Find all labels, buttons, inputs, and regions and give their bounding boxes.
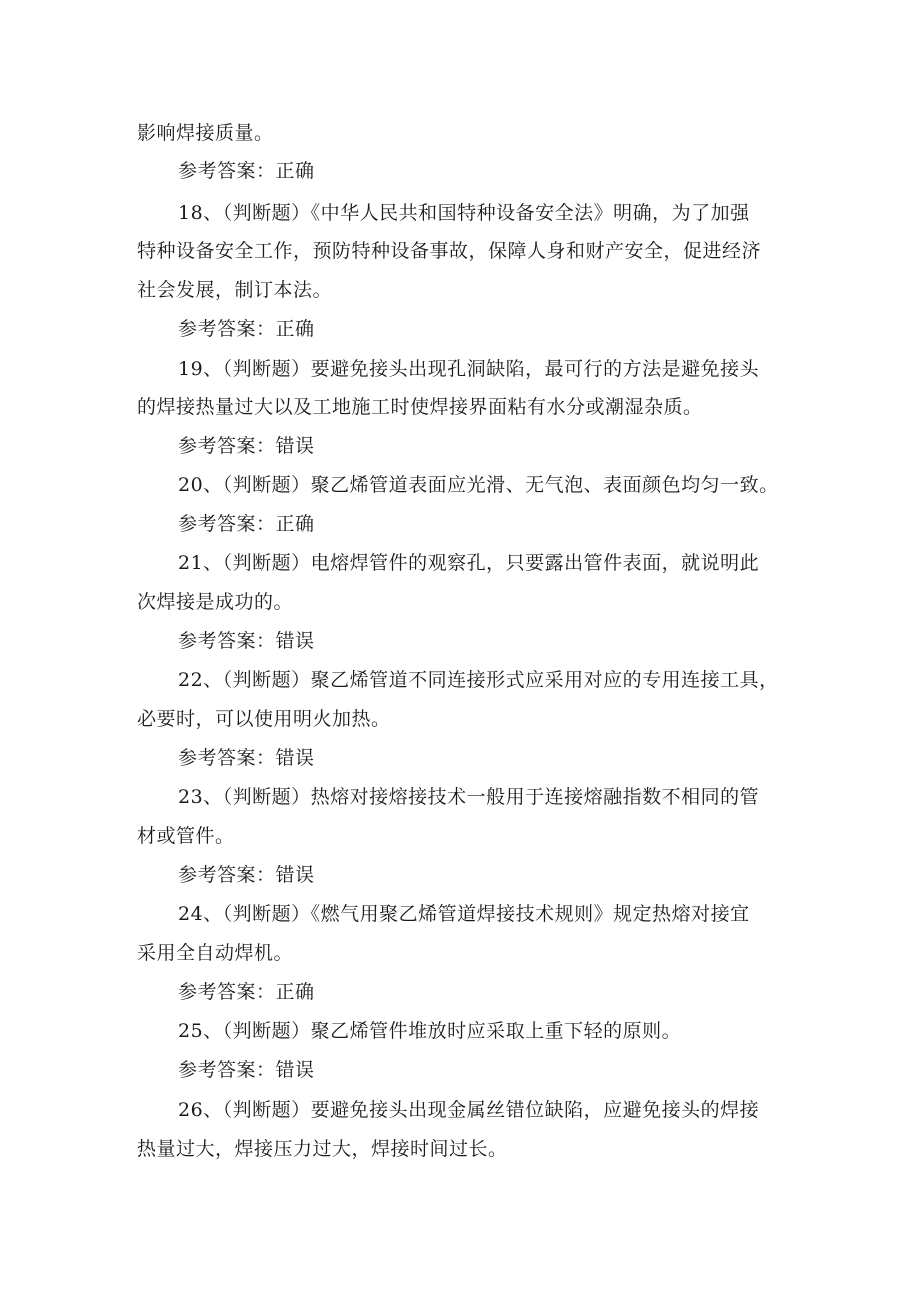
answer-25: 参考答案：错误 bbox=[178, 1059, 315, 1081]
answer-19: 参考答案：错误 bbox=[178, 435, 315, 457]
question-18-line-2: 特种设备安全工作，预防特种设备事故，保障人身和财产安全，促进经济 bbox=[137, 240, 762, 262]
question-19-line-1: 19、（判断题）要避免接头出现孔洞缺陷，最可行的方法是避免接头 bbox=[178, 358, 760, 380]
question-24-line-2: 采用全自动焊机。 bbox=[137, 942, 294, 964]
answer-21: 参考答案：错误 bbox=[178, 630, 315, 652]
answer-line: 参考答案：正确 bbox=[178, 160, 315, 182]
question-24-line-1: 24、（判断题）《燃气用聚乙烯管道焊接技术规则》规定热熔对接宜 bbox=[178, 903, 750, 925]
question-25-line-1: 25、（判断题）聚乙烯管件堆放时应采取上重下轻的原则。 bbox=[178, 1020, 682, 1042]
question-21-line-1: 21、（判断题）电熔焊管件的观察孔，只要露出管件表面，就说明此 bbox=[178, 552, 760, 574]
answer-22: 参考答案：错误 bbox=[178, 747, 315, 769]
question-23-line-1: 23、（判断题）热熔对接熔接技术一般用于连接熔融指数不相同的管 bbox=[178, 786, 760, 808]
answer-20: 参考答案：正确 bbox=[178, 513, 315, 535]
answer-23: 参考答案：错误 bbox=[178, 864, 315, 886]
question-19-line-2: 的焊接热量过大以及工地施工时使焊接界面粘有水分或潮湿杂质。 bbox=[137, 396, 703, 418]
answer-24: 参考答案：正确 bbox=[178, 981, 315, 1003]
question-21-line-2: 次焊接是成功的。 bbox=[137, 591, 294, 613]
text-line: 影响焊接质量。 bbox=[137, 122, 274, 144]
question-22-line-1: 22、（判断题）聚乙烯管道不同连接形式应采用对应的专用连接工具， bbox=[178, 669, 779, 691]
question-18-line-1: 18、（判断题）《中华人民共和国特种设备安全法》明确，为了加强 bbox=[178, 202, 750, 224]
question-26-line-1: 26、（判断题）要避免接头出现金属丝错位缺陷，应避免接头的焊接 bbox=[178, 1099, 760, 1121]
question-20-line-1: 20、（判断题）聚乙烯管道表面应光滑、无气泡、表面颜色均匀一致。 bbox=[178, 474, 779, 496]
question-23-line-2: 材或管件。 bbox=[137, 825, 235, 847]
answer-18: 参考答案：正确 bbox=[178, 318, 315, 340]
question-18-line-3: 社会发展，制订本法。 bbox=[137, 279, 333, 301]
question-26-line-2: 热量过大，焊接压力过大，焊接时间过长。 bbox=[137, 1138, 508, 1160]
question-22-line-2: 必要时，可以使用明火加热。 bbox=[137, 708, 391, 730]
